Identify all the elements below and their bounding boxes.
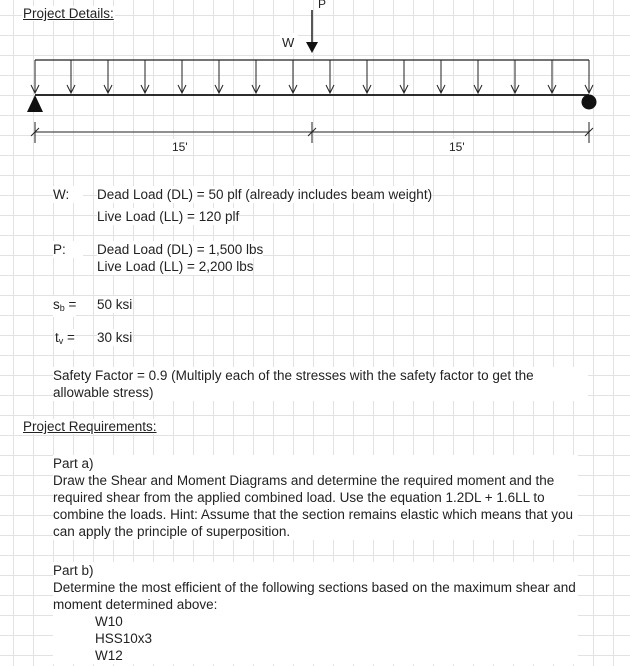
p-dead-load: Dead Load (DL) = 1,500 lbs [97, 242, 264, 257]
roller-support-icon [582, 95, 597, 110]
part-b-text: Determine the most efficient of the following sections based on the maximum shear and moment determined above: [53, 580, 576, 612]
span-right-label: 15' [449, 140, 465, 154]
pin-support-icon [27, 95, 43, 112]
distributed-load-label: W [282, 35, 295, 50]
part-a-title: Part a) [53, 456, 94, 471]
w-label: W: [53, 186, 83, 203]
p-live-load: Live Load (LL) = 2,200 lbs [97, 259, 254, 274]
w-dead-load: Dead Load (DL) = 50 plf (already includes beam weight) [97, 187, 433, 202]
beam-diagram [0, 0, 630, 160]
p-label: P: [53, 241, 83, 258]
project-requirements-heading: Project Requirements: [23, 419, 157, 434]
part-b [53, 562, 578, 664]
part-a-text: Draw the Shear and Moment Diagrams and determine the required moment and the required shear from the applied combined load. Use the equation 1.2DL + 1.6LL to combine the loads. Hint: Assume that the section remains elastic which means that you can apply the principle of superposition. [53, 473, 574, 539]
point-load-label: P [318, 0, 327, 11]
part-b-title: Part b) [53, 563, 94, 578]
part-a [53, 455, 578, 540]
safety-factor-text: Safety Factor = 0.9 (Multiply each of the stresses with the safety factor to get the allowable stress) [53, 367, 588, 401]
span-left-label: 15' [172, 140, 188, 154]
tv-value: 30 ksi [97, 330, 133, 345]
section-option-hss10x3: HSS10x3 [95, 631, 153, 646]
tv-label: $t_v$ = [55, 329, 75, 350]
sb-label: $s_b$ = [53, 296, 76, 317]
section-option-w12: W12 [95, 648, 123, 663]
sb-value: 50 ksi [97, 297, 133, 312]
project-details-heading: Project Details: [23, 6, 114, 21]
w-live-load: Live Load (LL) = 120 plf [97, 209, 240, 224]
point-load-arrowhead [306, 42, 318, 53]
dimension-line [31, 122, 593, 143]
distributed-load-arrows [31, 60, 593, 93]
section-option-w10: W10 [95, 614, 123, 629]
